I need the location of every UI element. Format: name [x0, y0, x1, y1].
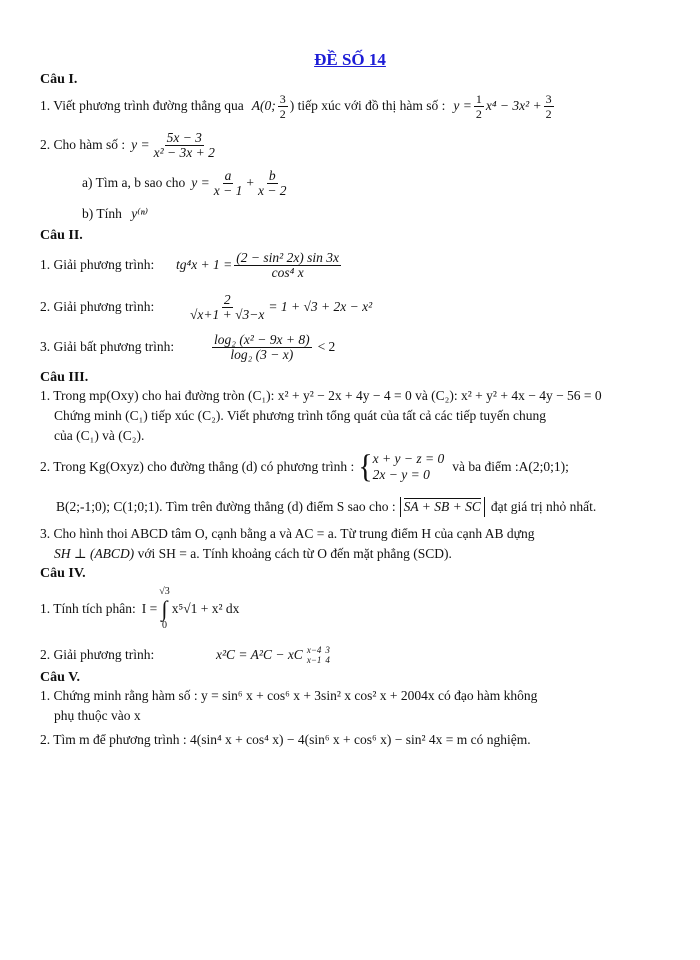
- q1-a-prefix: a) Tìm a, b sao cho: [82, 175, 186, 190]
- q2-l2-den: √x+1 + √3−x: [190, 306, 265, 322]
- q2-l1-lhs: tg⁴x + 1 =: [176, 257, 233, 272]
- q2-line2: [40, 290, 372, 324]
- q1-part-b: [82, 206, 148, 222]
- q4-l2-a-sub: 4: [325, 655, 330, 665]
- q1-l1-f1-den: 2: [475, 106, 482, 121]
- q5-line3: 2. Tìm m để phương trình : 4(sin⁴ x + cos⁴ x) − 4(sin⁶ x + cos⁶ x) − sin² 4x = m có nghiệm.: [40, 732, 531, 747]
- q4-l2-sub: x−1: [306, 655, 322, 665]
- q1-a-f1-num: a: [224, 167, 232, 183]
- q3-line4: [40, 448, 569, 486]
- q2-l3-den: log₂ (3 − x): [230, 346, 294, 362]
- q2-l1-prefix: 1. Giải phương trình:: [40, 257, 155, 272]
- q1-l1-prefix: 1. Viết phương trình đường thẳng qua: [40, 98, 244, 113]
- q4-l1-lower: 0: [161, 620, 167, 631]
- q3-l5-vector-sum: SA + SB + SC: [403, 499, 481, 514]
- q5-line1: 1. Chứng minh rằng hàm số : y = sin⁶ x + cos⁶ x + 3sin² x cos² x + 2004x có đạo hàm không: [40, 688, 538, 703]
- q3-line6: 3. Cho hình thoi ABCD tâm O, cạnh bằng a và AC = a. Từ trung điểm H của cạnh AB dựng: [40, 526, 535, 541]
- q1-a-f2-den: x − 2: [257, 182, 287, 198]
- q4-l2-indices: [307, 645, 322, 665]
- q3-l4-suffix: và ba điểm :A(2;0;1);: [452, 459, 569, 474]
- q4-l1-prefix: 1. Tính tích phân:: [40, 601, 136, 616]
- q4-l2-sup: x−4: [306, 645, 322, 655]
- q1-a-frac2: [256, 169, 289, 198]
- section-c2-heading: Câu II.: [40, 228, 83, 243]
- q1-l2-prefix: 2. Cho hàm số :: [40, 137, 126, 152]
- q1-a-f1-den: x − 1: [213, 182, 243, 198]
- q1-l1-func-frac1: [474, 92, 484, 121]
- q3-l7-suffix: với SH = a. Tính khoảng cách từ O đến mặt phẳng (SCD).: [134, 546, 452, 561]
- q1-l2-frac: [152, 131, 217, 160]
- q1-l1-point-num: 3: [279, 91, 286, 106]
- q4-l1-integral: [159, 586, 170, 632]
- q1-l1-func-frac2: [544, 92, 554, 121]
- q4-line1: [40, 584, 239, 634]
- q1-l1-point-den: 2: [279, 106, 286, 121]
- q1-a-y: y =: [191, 175, 210, 190]
- q3-line1: 1. Trong mp(Oxy) cho hai đường tròn (C₁): x² + y² − 2x + 4y − 4 = 0 và (C₂): x² + y² + 4x − 4y − 56 = 0: [40, 388, 602, 403]
- q4-l1-upper: √3: [159, 586, 170, 597]
- q1-a-plus: +: [246, 175, 254, 190]
- q5-line2: phụ thuộc vào x: [54, 708, 141, 723]
- section-c3-heading: Câu III.: [40, 370, 89, 385]
- section-c1-heading: Câu I.: [40, 72, 78, 87]
- q3-l4-system: [373, 451, 445, 483]
- q2-l3-rhs: < 2: [317, 339, 336, 354]
- q2-l1-num: (2 − sin² 2x) sin 3x: [236, 249, 340, 265]
- q3-l7-expr: SH ⊥ (ABCD): [54, 546, 135, 561]
- q1-a-frac1: [212, 169, 245, 198]
- q1-l1-func-mid: x⁴ − 3x² +: [485, 98, 542, 113]
- q1-l1-point: A(0;: [251, 98, 276, 113]
- q3-l5-abs: [400, 497, 485, 517]
- q3-line5: [56, 496, 596, 518]
- q1-l1-func-prefix: y =: [453, 98, 472, 113]
- q1-l1-f1-num: 1: [475, 91, 482, 106]
- q1-l1-f2-num: 3: [545, 91, 552, 106]
- q2-l3-prefix: 3. Giải bất phương trình:: [40, 339, 175, 354]
- integral-sign-icon: ∫: [161, 596, 168, 621]
- q4-l1-I: I =: [141, 601, 158, 616]
- q2-l3-frac: [212, 333, 312, 362]
- q1-l1-point-frac: [278, 92, 288, 121]
- q3-l5-suffix: đạt giá trị nhỏ nhất.: [490, 499, 597, 514]
- q3-line2: Chứng minh (C₁) tiếp xúc (C₂). Viết phương trình tổng quát của tất cả các tiếp tuyến chung: [54, 408, 547, 423]
- q3-l4-brace: {: [358, 448, 373, 485]
- q2-l2-prefix: 2. Giải phương trình:: [40, 299, 155, 314]
- q3-l4-eq2: 2x − y = 0: [372, 467, 430, 482]
- q3-l4-prefix: 2. Trong Kg(Oxyz) cho đường thẳng (d) có phương trình :: [40, 459, 355, 474]
- section-c5-heading: Câu V.: [40, 670, 80, 685]
- q2-l2-num: 2: [223, 291, 231, 307]
- q1-line2: [40, 128, 219, 162]
- exam-title: ĐỀ SỐ 14: [314, 50, 386, 69]
- q2-l2-frac: [188, 293, 266, 322]
- q3-l5-prefix: B(2;-1;0); C(1;0;1). Tìm trên đường thẳng (d) điểm S sao cho :: [56, 499, 396, 514]
- q4-l2-a-sup: 3: [325, 645, 330, 655]
- q2-l2-rhs: = 1 + √3 + 2x − x²: [268, 299, 373, 314]
- section-c4-heading: Câu IV.: [40, 566, 86, 581]
- q1-a-f2-num: b: [268, 167, 276, 183]
- q2-l3-num: log₂ (x² − 9x + 8): [214, 331, 310, 347]
- q2-l1-den: cos⁴ x: [271, 264, 304, 280]
- q1-l2-num: 5x − 3: [166, 129, 202, 145]
- q1-b-text: b) Tính: [82, 206, 122, 221]
- q4-line2: [40, 640, 330, 670]
- q1-l2-den: x² − 3x + 2: [153, 144, 215, 160]
- q1-l2-y: y =: [131, 137, 150, 152]
- q4-l2-a-indices: [325, 645, 330, 665]
- q1-line1: [40, 90, 556, 122]
- q2-line1: [40, 248, 343, 282]
- q1-l1-f2-den: 2: [545, 106, 552, 121]
- q4-l2-eq: x²C = A²C − xC: [216, 647, 303, 662]
- q1-l1-mid: ) tiếp xúc với đồ thị hàm số :: [289, 98, 446, 113]
- q3-l4-eq1: x + y − z = 0: [372, 451, 445, 466]
- q4-l2-prefix: 2. Giải phương trình:: [40, 647, 155, 662]
- q1-b-expr: y⁽ⁿ⁾: [131, 206, 149, 221]
- q2-l1-frac: [234, 251, 341, 280]
- q3-line3: của (C₁) và (C₂).: [54, 428, 145, 443]
- q2-line3: [40, 330, 335, 364]
- q1-part-a: [82, 166, 291, 200]
- q3-line7: [54, 546, 452, 562]
- q4-l1-body: x⁵√1 + x² dx: [171, 601, 240, 616]
